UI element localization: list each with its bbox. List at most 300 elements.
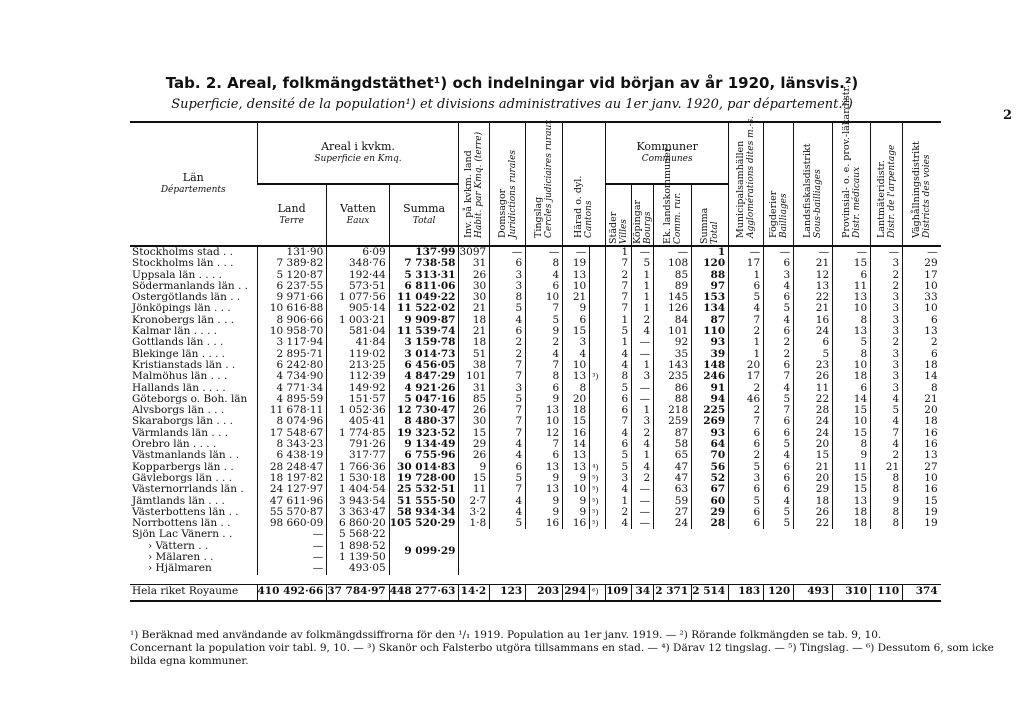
header-kommuner-summa: Summa Total — [692, 184, 729, 246]
cell-vatten: 1 530·18 — [327, 473, 389, 484]
cell-harad-note: ³) — [590, 371, 606, 382]
cell-harad: 8 — [563, 383, 590, 394]
cell-harad-note: ⁵) — [590, 496, 606, 507]
cell-land: 7 389·82 — [257, 258, 327, 269]
cell-summa: 3 014·73 — [389, 349, 459, 360]
cell-summa: 19 323·52 — [389, 428, 459, 439]
total-lantmateri: 110 — [871, 584, 903, 601]
cell-density: 29 — [459, 439, 490, 450]
cell-tingslag: 13 — [526, 405, 563, 416]
cell-harad: — — [563, 246, 590, 258]
cell-stader: 1 — [606, 246, 632, 258]
header-summa: Summa Total — [389, 184, 459, 246]
cell-domsagor: 3 — [490, 383, 526, 394]
cell-stader: 6 — [606, 439, 632, 450]
cell-kopingar: 4 — [632, 326, 654, 337]
cell-tingslag: 7 — [526, 360, 563, 371]
cell-landsfiskal: 15 — [794, 450, 833, 461]
cell-kopingar: 1 — [632, 292, 654, 303]
cell-name: Kronobergs län . . . — [132, 314, 235, 326]
cell-vatten: 6·09 — [327, 246, 389, 258]
table-row — [130, 405, 1001, 416]
cell-kopingar: — — [632, 484, 654, 495]
cell-vag: 6 — [903, 349, 941, 360]
cell-summa: 137·99 — [389, 246, 459, 258]
cell-harad-note — [590, 270, 606, 281]
cell-provinsial: 13 — [833, 292, 871, 303]
cell-landsfiskal: 24 — [794, 416, 833, 427]
cell-provinsial: 8 — [833, 315, 871, 326]
cell-landskommuner: 47 — [654, 473, 692, 484]
cell-domsagor: 4 — [490, 507, 526, 518]
cell-landsfiskal: — — [794, 246, 833, 258]
cell-landskommuner: 27 — [654, 507, 692, 518]
cell-domsagor: 5 — [490, 473, 526, 484]
cell-land: 6 237·55 — [257, 281, 327, 292]
cell-land: 28 248·47 — [257, 462, 327, 473]
total-stader: 109 — [606, 584, 632, 601]
cell-provinsial: 11 — [833, 462, 871, 473]
cell-summa: 25 532·51 — [389, 484, 459, 495]
cell-provinsial: 13 — [833, 326, 871, 337]
cell-land: 17 548·67 — [257, 428, 327, 439]
header-areal: Areal i kvkm. Superficie en Kmq. — [257, 122, 459, 184]
cell-provinsial: 15 — [833, 428, 871, 439]
total-fogderier: 120 — [764, 584, 794, 601]
total-landskommuner: 2 371 — [654, 584, 692, 601]
cell-kopingar: 2 — [632, 315, 654, 326]
cell-harad-note: ⁵) — [590, 473, 606, 484]
cell-tingslag: 8 — [526, 371, 563, 382]
cell-stader: 7 — [606, 258, 632, 269]
lake-vatten: 5 568·22 — [327, 529, 389, 540]
lake-land: — — [257, 563, 327, 574]
cell-fogderier: 6 — [764, 484, 794, 495]
cell-harad: 18 — [563, 405, 590, 416]
cell-lantmateri: 3 — [871, 383, 903, 394]
cell-stader: 4 — [606, 428, 632, 439]
cell-ksumma: 153 — [692, 292, 729, 303]
cell-domsagor: 7 — [490, 416, 526, 427]
header-lan: Län Départements — [130, 122, 257, 246]
cell-vatten: 213·25 — [327, 360, 389, 371]
cell-vag: 13 — [903, 326, 941, 337]
table-row — [130, 258, 1001, 269]
cell-summa: 4 921·26 — [389, 383, 459, 394]
cell-land: 98 660·09 — [257, 518, 327, 529]
cell-stader: 3 — [606, 473, 632, 484]
cell-tingslag: 9 — [526, 496, 563, 507]
cell-landsfiskal: 22 — [794, 394, 833, 405]
cell-landsfiskal: 21 — [794, 303, 833, 314]
cell-tingslag: 9 — [526, 507, 563, 518]
header-landskommuner: Ek. landskommuner Comm. rur. — [654, 184, 692, 246]
cell-harad-note — [590, 258, 606, 269]
cell-summa: 11 049·22 — [389, 292, 459, 303]
page-subtitle: Superficie, densité de la population¹) et divisions administratives au 1er janv. 1920, par département.²) — [171, 97, 853, 112]
cell-domsagor: — — [490, 246, 526, 258]
cell-tingslag: 4 — [526, 349, 563, 360]
cell-provinsial: 11 — [833, 281, 871, 292]
cell-land: 6 242·80 — [257, 360, 327, 371]
cell-vag: 15 — [903, 496, 941, 507]
cell-vatten: 405·41 — [327, 416, 389, 427]
lake-land: — — [257, 541, 327, 552]
cell-fogderier: 6 — [764, 326, 794, 337]
cell-density: 15 — [459, 473, 490, 484]
cell-domsagor: 4 — [490, 439, 526, 450]
cell-vag: 13 — [903, 450, 941, 461]
cell-density: 9 — [459, 462, 490, 473]
total-municipal: 183 — [729, 584, 764, 601]
cell-landskommuner: 126 — [654, 303, 692, 314]
cell-fogderier: 6 — [764, 473, 794, 484]
cell-kopingar: 3 — [632, 371, 654, 382]
cell-tingslag: 6 — [526, 450, 563, 461]
cell-harad-note — [590, 292, 606, 303]
cell-harad-note: ⁵) — [590, 484, 606, 495]
cell-tingslag: 5 — [526, 315, 563, 326]
cell-harad-note — [590, 246, 606, 258]
cell-land: 11 678·11 — [257, 405, 327, 416]
cell-name: Västernorrlands län . — [132, 484, 244, 496]
cell-kopingar: — — [632, 246, 654, 258]
cell-name: Älvsborgs län . . . — [132, 405, 225, 417]
cell-lantmateri: 8 — [871, 484, 903, 495]
cell-provinsial: 9 — [833, 450, 871, 461]
cell-provinsial: 15 — [833, 258, 871, 269]
cell-name: Värmlands län . . . — [132, 427, 229, 439]
cell-provinsial: — — [833, 246, 871, 258]
total-tingslag: 203 — [526, 584, 563, 601]
cell-stader: 4 — [606, 360, 632, 371]
table-row — [130, 428, 1001, 439]
lake-land: — — [257, 552, 327, 563]
table-row — [130, 315, 1001, 326]
cell-vatten: 41·84 — [327, 337, 389, 348]
lakes-sum: 9 099·29 — [389, 529, 459, 574]
cell-tingslag: 6 — [526, 281, 563, 292]
cell-stader: 6 — [606, 394, 632, 405]
cell-vatten: 1 077·56 — [327, 292, 389, 303]
cell-municipal: 3 — [729, 473, 764, 484]
cell-landsfiskal: 21 — [794, 258, 833, 269]
cell-summa: 30 014·83 — [389, 462, 459, 473]
cell-name: Södermanlands län . . — [132, 280, 249, 292]
cell-fogderier: 5 — [764, 507, 794, 518]
cell-provinsial: 15 — [833, 473, 871, 484]
cell-harad: 14 — [563, 439, 590, 450]
cell-summa: 8 480·37 — [389, 416, 459, 427]
cell-fogderier: 4 — [764, 281, 794, 292]
cell-kopingar: 1 — [632, 303, 654, 314]
cell-stader: 1 — [606, 496, 632, 507]
cell-vag: 18 — [903, 360, 941, 371]
cell-kopingar: — — [632, 349, 654, 360]
cell-municipal: 1 — [729, 349, 764, 360]
table-row — [130, 383, 1001, 394]
cell-kopingar: 3 — [632, 416, 654, 427]
cell-provinsial: 5 — [833, 337, 871, 348]
cell-municipal: 6 — [729, 507, 764, 518]
cell-landsfiskal: 22 — [794, 292, 833, 303]
cell-harad-note: ⁵) — [590, 507, 606, 518]
cell-municipal: 2 — [729, 383, 764, 394]
header-provinsial: Provinsial- o. e. prov.-läkardistr. Distr. médicaux — [833, 122, 871, 246]
cell-harad-note — [590, 439, 606, 450]
cell-name: Västerbottens län . . — [132, 506, 239, 518]
cell-domsagor: 4 — [490, 450, 526, 461]
cell-land: 10 958·70 — [257, 326, 327, 337]
cell-tingslag: 9 — [526, 394, 563, 405]
cell-harad-note — [590, 360, 606, 371]
cell-harad: 10 — [563, 360, 590, 371]
cell-vag: 19 — [903, 507, 941, 518]
cell-stader: 6 — [606, 405, 632, 416]
cell-fogderier: 5 — [764, 518, 794, 529]
cell-provinsial: 10 — [833, 360, 871, 371]
cell-landskommuner: 218 — [654, 405, 692, 416]
cell-name: Jönköpings län . . . — [132, 303, 231, 315]
lake-row — [130, 529, 1001, 540]
cell-kopingar: — — [632, 518, 654, 529]
cell-tingslag: 10 — [526, 416, 563, 427]
cell-vatten: 1 404·54 — [327, 484, 389, 495]
cell-municipal: 2 — [729, 450, 764, 461]
cell-landskommuner: 88 — [654, 394, 692, 405]
cell-harad-note — [590, 326, 606, 337]
cell-vatten: 119·02 — [327, 349, 389, 360]
cell-lantmateri: 3 — [871, 326, 903, 337]
cell-name: Gottlands län . . . — [132, 337, 224, 349]
cell-landsfiskal: 13 — [794, 281, 833, 292]
cell-domsagor: 5 — [490, 303, 526, 314]
cell-land: 8 906·66 — [257, 315, 327, 326]
cell-tingslag: 7 — [526, 439, 563, 450]
cell-tingslag: 13 — [526, 484, 563, 495]
cell-vatten: 317·77 — [327, 450, 389, 461]
cell-landskommuner: 59 — [654, 496, 692, 507]
cell-harad: 6 — [563, 315, 590, 326]
cell-vag: 10 — [903, 281, 941, 292]
cell-harad-note — [590, 315, 606, 326]
cell-landsfiskal: 20 — [794, 439, 833, 450]
cell-fogderier: 4 — [764, 450, 794, 461]
cell-landsfiskal: 26 — [794, 507, 833, 518]
cell-landskommuner: 235 — [654, 371, 692, 382]
cell-municipal: 5 — [729, 462, 764, 473]
cell-landsfiskal: 12 — [794, 270, 833, 281]
cell-vag: 16 — [903, 428, 941, 439]
cell-harad-note — [590, 405, 606, 416]
cell-vatten: 6 860·20 — [327, 518, 389, 529]
cell-stader: 7 — [606, 416, 632, 427]
cell-vag: 2 — [903, 337, 941, 348]
cell-harad: 9 — [563, 507, 590, 518]
cell-municipal: 20 — [729, 360, 764, 371]
cell-lantmateri: 8 — [871, 473, 903, 484]
cell-landsfiskal: 24 — [794, 326, 833, 337]
cell-kopingar: 1 — [632, 405, 654, 416]
cell-summa: 3 159·78 — [389, 337, 459, 348]
cell-land: 3 117·94 — [257, 337, 327, 348]
cell-lantmateri: 21 — [871, 462, 903, 473]
total-vatten: 37 784·97 — [327, 584, 389, 601]
cell-name: Östergötlands län . . — [132, 292, 241, 304]
cell-ksumma: 134 — [692, 303, 729, 314]
cell-provinsial: 15 — [833, 405, 871, 416]
table-row — [130, 281, 1001, 292]
page-title: Tab. 2. Areal, folkmängdstäthet¹) och indelningar vid början av år 1920, länsvis.²) — [165, 74, 859, 92]
cell-name: Norrbottens län . . — [132, 518, 231, 530]
cell-fogderier: 5 — [764, 439, 794, 450]
cell-density: 31 — [459, 258, 490, 269]
cell-summa: 9 909·87 — [389, 315, 459, 326]
cell-fogderier: 2 — [764, 337, 794, 348]
cell-lantmateri: 7 — [871, 428, 903, 439]
cell-stader: 8 — [606, 371, 632, 382]
cell-vag: 17 — [903, 270, 941, 281]
cell-landsfiskal: 22 — [794, 518, 833, 529]
cell-fogderier: 7 — [764, 405, 794, 416]
cell-vag: 8 — [903, 383, 941, 394]
cell-summa: 105 520·29 — [389, 518, 459, 529]
table-row — [130, 371, 1001, 382]
cell-name: Gävleborgs län . . . — [132, 472, 233, 484]
cell-ksumma: 87 — [692, 315, 729, 326]
cell-summa: 9 134·49 — [389, 439, 459, 450]
cell-provinsial: 6 — [833, 383, 871, 394]
cell-landskommuner: 84 — [654, 315, 692, 326]
cell-kopingar: 2 — [632, 473, 654, 484]
cell-ksumma: 52 — [692, 473, 729, 484]
cell-lantmateri: 3 — [871, 371, 903, 382]
cell-landsfiskal: 5 — [794, 349, 833, 360]
total-summa: 448 277·63 — [389, 584, 459, 601]
cell-landsfiskal: 21 — [794, 462, 833, 473]
cell-name: Blekinge län . . . . — [132, 348, 226, 360]
cell-lantmateri: 2 — [871, 270, 903, 281]
cell-harad-note — [590, 416, 606, 427]
cell-vag: 20 — [903, 405, 941, 416]
table-row — [130, 326, 1001, 337]
cell-kopingar: — — [632, 337, 654, 348]
cell-ksumma: 1 — [692, 246, 729, 258]
cell-fogderier: 6 — [764, 428, 794, 439]
cell-landskommuner: 47 — [654, 462, 692, 473]
header-landsfiskal: Landsfiskalsdistrikt Sous-bailliages — [794, 122, 833, 246]
cell-landsfiskal: 20 — [794, 473, 833, 484]
cell-municipal: 2 — [729, 326, 764, 337]
cell-density: 15 — [459, 428, 490, 439]
cell-landskommuner: — — [654, 246, 692, 258]
cell-municipal: 7 — [729, 416, 764, 427]
cell-harad: 13 — [563, 462, 590, 473]
cell-kopingar: 4 — [632, 462, 654, 473]
cell-land: 8 074·96 — [257, 416, 327, 427]
cell-harad-note — [590, 303, 606, 314]
cell-domsagor: 7 — [490, 371, 526, 382]
cell-fogderier: 5 — [764, 394, 794, 405]
cell-landskommuner: 89 — [654, 281, 692, 292]
cell-landskommuner: 259 — [654, 416, 692, 427]
cell-landskommuner: 87 — [654, 428, 692, 439]
cell-density: 3097 — [459, 246, 490, 258]
spacer-cell — [130, 575, 1001, 585]
cell-summa: 6 811·06 — [389, 281, 459, 292]
cell-summa: 5 313·31 — [389, 270, 459, 281]
cell-municipal: 5 — [729, 292, 764, 303]
cell-land: 24 127·97 — [257, 484, 327, 495]
cell-stader: 7 — [606, 292, 632, 303]
cell-municipal: 6 — [729, 439, 764, 450]
cell-provinsial: 8 — [833, 439, 871, 450]
cell-harad: 4 — [563, 349, 590, 360]
cell-harad: 21 — [563, 292, 590, 303]
cell-landskommuner: 24 — [654, 518, 692, 529]
table-row — [130, 439, 1001, 450]
cell-vag: 27 — [903, 462, 941, 473]
cell-municipal: 1 — [729, 337, 764, 348]
cell-landskommuner: 108 — [654, 258, 692, 269]
cell-vag: 19 — [903, 518, 941, 529]
cell-lantmateri: 2 — [871, 281, 903, 292]
cell-vag: 16 — [903, 484, 941, 495]
cell-ksumma: 97 — [692, 281, 729, 292]
lake-name: › Mälaren . . — [148, 552, 214, 564]
cell-land: 6 438·19 — [257, 450, 327, 461]
cell-lantmateri: 3 — [871, 349, 903, 360]
cell-landsfiskal: 6 — [794, 337, 833, 348]
cell-municipal: 5 — [729, 496, 764, 507]
cell-vatten: 791·26 — [327, 439, 389, 450]
table-row — [130, 337, 1001, 348]
cell-harad: 15 — [563, 416, 590, 427]
cell-ksumma: 269 — [692, 416, 729, 427]
cell-domsagor: 3 — [490, 281, 526, 292]
cell-landsfiskal: 29 — [794, 484, 833, 495]
cell-landsfiskal: 11 — [794, 383, 833, 394]
cell-vag: 16 — [903, 439, 941, 450]
cell-ksumma: 28 — [692, 518, 729, 529]
cell-domsagor: 7 — [490, 405, 526, 416]
cell-fogderier: 5 — [764, 303, 794, 314]
header-vatten: Vatten Eaux — [327, 184, 389, 246]
header-density: Inv. på kvkm. land Habit. par Kmq. (terre) — [459, 122, 490, 246]
cell-fogderier: 4 — [764, 315, 794, 326]
cell-ksumma: 60 — [692, 496, 729, 507]
cell-domsagor: 6 — [490, 258, 526, 269]
cell-lantmateri: 3 — [871, 292, 903, 303]
cell-domsagor: 2 — [490, 349, 526, 360]
cell-harad: 9 — [563, 473, 590, 484]
cell-summa: 6 755·96 — [389, 450, 459, 461]
total-landsfiskal: 493 — [794, 584, 833, 601]
cell-summa: 58 934·34 — [389, 507, 459, 518]
cell-domsagor: 4 — [490, 496, 526, 507]
cell-lantmateri: 4 — [871, 394, 903, 405]
table-row — [130, 462, 1001, 473]
cell-landskommuner: 63 — [654, 484, 692, 495]
cell-vag: 6 — [903, 315, 941, 326]
cell-ksumma: 67 — [692, 484, 729, 495]
cell-harad-note: ⁴) — [590, 462, 606, 473]
cell-ksumma: 110 — [692, 326, 729, 337]
cell-stader: 5 — [606, 450, 632, 461]
cell-vatten: 1 052·36 — [327, 405, 389, 416]
cell-provinsial: 8 — [833, 349, 871, 360]
cell-stader: 5 — [606, 326, 632, 337]
